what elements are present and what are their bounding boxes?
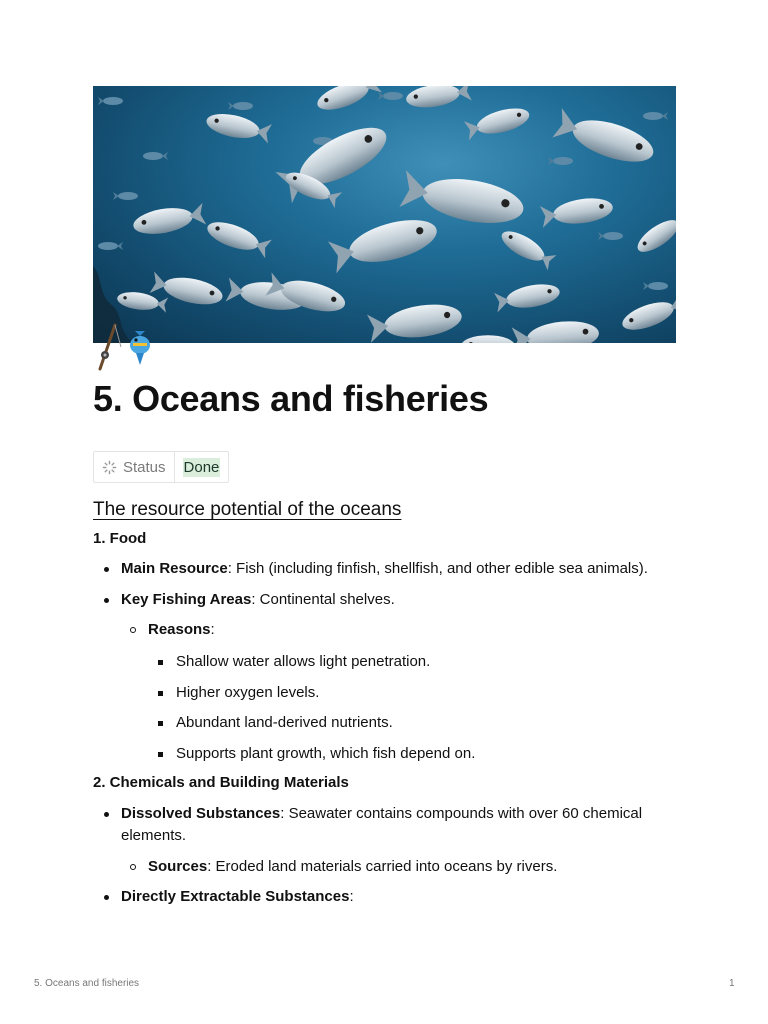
footer-doc-title: 5. Oceans and fisheries <box>34 978 140 989</box>
list-item-key-fishing-areas <box>93 589 693 611</box>
chemicals-heading: 2. Chemicals and Building Materials <box>93 774 349 791</box>
dissolved-text: : Seawater contains compounds with over 60 chemical elements. <box>121 805 643 844</box>
status-property[interactable] <box>93 451 229 483</box>
key-areas-text: : Continental shelves. <box>251 591 395 608</box>
list-item-sources <box>93 856 693 878</box>
list-item-dissolved-substances <box>93 803 693 847</box>
reasons-suffix: : <box>210 621 215 638</box>
reason-item: Supports plant growth, which fish depend on. <box>93 743 693 765</box>
reason-item: Abundant land-derived nutrients. <box>93 712 693 734</box>
chemicals-list <box>93 803 693 908</box>
list-item-main-resource <box>93 558 693 580</box>
status-property-key <box>94 452 175 482</box>
fishing-pole-icon <box>93 319 123 371</box>
key-areas-label: Key Fishing Areas <box>121 591 252 608</box>
cover-image <box>93 86 676 343</box>
reasons-label: Reasons <box>148 621 211 638</box>
page-content <box>93 496 693 908</box>
list-item-reasons <box>93 619 693 641</box>
footer-page-number: 1 <box>729 978 735 989</box>
main-resource-label: Main Resource <box>121 560 228 577</box>
reason-item: Higher oxygen levels. <box>93 682 693 704</box>
list-item-extractable-substances <box>93 886 693 908</box>
sources-text: : Eroded land materials carried into oceans by rivers. <box>207 858 558 875</box>
sources-label: Sources <box>148 858 208 875</box>
section-heading: The resource potential of the oceans <box>93 499 402 520</box>
food-list <box>93 558 693 765</box>
extractable-suffix: : <box>349 888 354 905</box>
status-value-cell[interactable] <box>175 452 229 482</box>
reason-item: Shallow water allows light penetration. <box>93 651 693 673</box>
status-spinner-icon <box>102 460 117 475</box>
page-icons <box>93 319 155 371</box>
page-title: 5. Oceans and fisheries <box>93 378 489 419</box>
extractable-label: Directly Extractable Substances <box>121 888 350 905</box>
food-heading: 1. Food <box>93 530 147 547</box>
status-label: Status <box>123 458 166 476</box>
fish-school-illustration <box>93 86 676 343</box>
dissolved-label: Dissolved Substances <box>121 805 281 822</box>
tropical-fish-icon <box>125 319 155 371</box>
status-badge[interactable]: Done <box>183 458 220 476</box>
main-resource-text: : Fish (including finfish, shellfish, and other edible sea animals). <box>227 560 648 577</box>
